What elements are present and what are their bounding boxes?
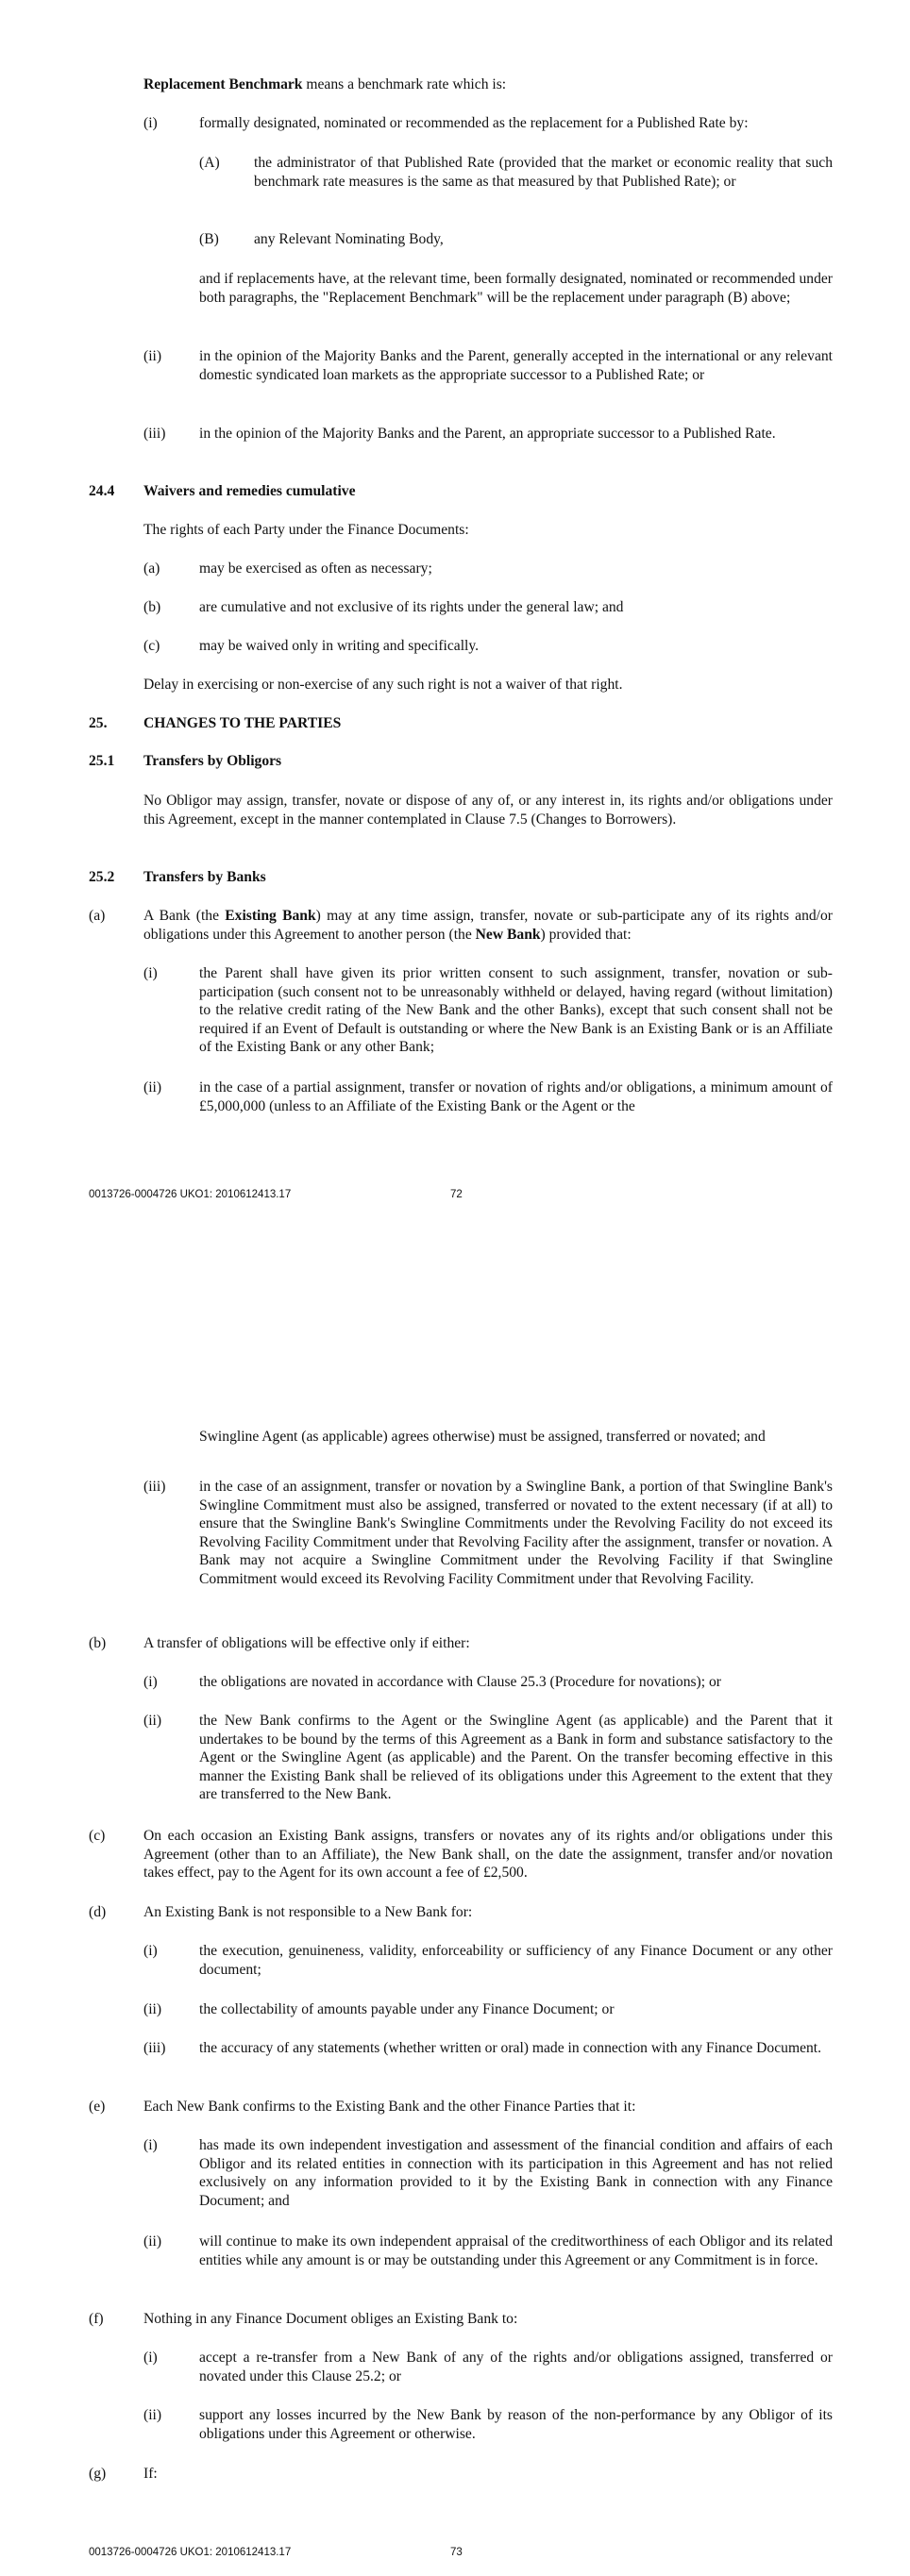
paragraph: No Obligor may assign, transfer, novate or dispose of any of, or any interest in, its rights and/or obligations under this Agreement, except in the manner contemplated in Clause 7.5 (Changes to Borrowers). [143, 793, 833, 828]
item-number: (i) [143, 1943, 158, 1959]
item-number: (i) [143, 965, 158, 981]
item-number: (i) [143, 115, 158, 131]
item-text: the accuracy of any statements (whether written or oral) made in connection with any Finance Document. [199, 2040, 822, 2056]
item-text: the obligations are novated in accordance with Clause 25.3 (Procedure for novations); or [199, 1674, 721, 1690]
item-text: the execution, genuineness, validity, enforceability or sufficiency of any Finance Document or any other document; [199, 1943, 833, 1978]
item-text: A transfer of obligations will be effective only if either: [143, 1635, 470, 1651]
item-number: (c) [143, 638, 160, 654]
paragraph: The rights of each Party under the Finance Documents: [143, 522, 469, 538]
item-text: On each occasion an Existing Bank assigns, transfers or novates any of its rights and/or obligations under this Agreement (other than to an Affiliate), the New Bank shall, on the date the assignment, transfer and/or novation takes effect, pay to the Agent for its own account a fee of £2,500. [143, 1828, 833, 1881]
item-number: (iii) [143, 1479, 166, 1495]
page-number: 73 [450, 2547, 463, 2558]
item-text: may be exercised as often as necessary; [199, 560, 432, 577]
item-text: Nothing in any Finance Document obliges an Existing Bank to: [143, 2311, 518, 2327]
item-text: the Parent shall have given its prior written consent to such assignment, transfer, novation or sub-participation (such consent not to be unreasonably withheld or delayed, having regard (without limitation) to the relative credit rating of the New Bank and the other Banks), except that such consent shall not be required if an Event of Default is outstanding or where the New Bank is an Existing Bank or is an Affiliate of the Existing Bank or any other Bank; [199, 965, 833, 1055]
item-number: (ii) [143, 2233, 162, 2250]
page-72 [0, 0, 910, 1255]
item-number: (d) [89, 1904, 107, 1920]
defined-term: Existing Bank [225, 908, 316, 924]
paragraph: Delay in exercising or non-exercise of any such right is not a waiver of that right. [143, 677, 623, 693]
item-number: (i) [143, 2137, 158, 2153]
definition-replacement-benchmark [143, 75, 833, 94]
item-number: (e) [89, 2099, 106, 2115]
item-number: (ii) [143, 1713, 162, 1729]
defined-term: Replacement Benchmark [143, 76, 303, 92]
section-number: 25.2 [89, 869, 115, 885]
item-text [143, 907, 833, 944]
item-text: accept a re-transfer from a New Bank of any of the rights and/or obligations assigned, transferred or novated under this Clause 25.2; or [199, 2350, 833, 2384]
item-text: in the case of a partial assignment, transfer or novation of rights and/or obligations, a minimum amount of £5,000,000 (unless to an Affiliate of the Existing Bank or the Agent or the [199, 1079, 833, 1114]
item-text: An Existing Bank is not responsible to a New Bank for: [143, 1904, 473, 1920]
item-number: (ii) [143, 1079, 162, 1096]
item-text: in the case of an assignment, transfer or novation by a Swingline Bank, a portion of that Swingline Bank's Swingline Commitment must also be assigned, transferred or novated to the extent necessary (if at all) to ensure that the Swingline Bank's Swingline Commitments under the Revolving Facility do not exceed its Revolving Facility Commitment under that Revolving Facility after the assignment, transfer or novation. A Bank may not acquire a Swingline Commitment under the Revolving Facility if that Swingline Commitment would exceed its Revolving Facility Commitment under that Revolving Facility. [199, 1479, 833, 1587]
item-text: will continue to make its own independent appraisal of the creditworthiness of each Obligor and its related entities while any amount is or may be outstanding under this Agreement or any Commitment is in force. [199, 2233, 833, 2268]
item-number: (a) [143, 560, 160, 577]
section-number: 25.1 [89, 753, 115, 769]
item-text: support any losses incurred by the New Bank by reason of the non-performance by any Obligor of its obligations under this Agreement or otherwise. [199, 2407, 833, 2442]
item-text: the New Bank confirms to the Agent or the Swingline Agent (as applicable) and the Parent that it undertakes to be bound by the terms of this Agreement as a Bank in form and substance satisfactory to the Agent or the Swingline Agent (as applicable) and the Parent. On the transfer becoming effective in this manner the Existing Bank shall be relieved of its obligations under this Agreement to the extent that they are transferred to the New Bank. [199, 1713, 833, 1802]
item-number: (f) [89, 2311, 104, 2327]
item-text: are cumulative and not exclusive of its rights under the general law; and [199, 599, 624, 615]
paragraph: and if replacements have, at the relevant time, been formally designated, nominated or recommended under both paragraphs, the "Replacement Benchmark" will be the replacement under paragraph (B) above; [199, 271, 833, 306]
item-number: (A) [199, 155, 220, 171]
item-text: formally designated, nominated or recommended as the replacement for a Published Rate by: [199, 115, 749, 131]
item-text: If: [143, 2466, 158, 2482]
text-run: A Bank (the [143, 908, 226, 924]
item-number: (c) [89, 1828, 106, 1844]
item-number: (g) [89, 2466, 107, 2482]
text-run: ) provided that: [540, 926, 632, 943]
page-73 [0, 1255, 910, 2576]
defined-term: New Bank [475, 926, 541, 943]
definition-text: means a benchmark rate which is: [302, 76, 507, 92]
item-number: (a) [89, 908, 106, 924]
item-number: (ii) [143, 2407, 162, 2423]
item-number: (b) [143, 599, 161, 615]
footer-reference: 0013726-0004726 UKO1: 2010612413.17 [89, 1189, 292, 1200]
item-number: (ii) [143, 2001, 162, 2017]
item-number: (i) [143, 1674, 158, 1690]
item-text: the administrator of that Published Rate (provided that the market or economic reality that such benchmark rate measures is the same as that measured by that Published Rate); or [254, 155, 833, 190]
paragraph-continuation: Swingline Agent (as applicable) agrees otherwise) must be assigned, transferred or novated; and [199, 1429, 766, 1445]
item-text: in the opinion of the Majority Banks and the Parent, generally accepted in the international or any relevant domestic syndicated loan markets as the appropriate successor to a Published Rate; or [199, 348, 833, 383]
page-number: 72 [450, 1189, 463, 1200]
section-heading: Transfers by Obligors [143, 753, 282, 769]
footer-reference: 0013726-0004726 UKO1: 2010612413.17 [89, 2547, 292, 2558]
item-text: Each New Bank confirms to the Existing Bank and the other Finance Parties that it: [143, 2099, 636, 2115]
item-text: has made its own independent investigation and assessment of the financial condition and affairs of each Obligor and its related entities in connection with its participation in this Agreement and has not relied exclusively on any information provided to it by the Existing Bank in connection with any Finance Document; and [199, 2137, 833, 2209]
item-text: any Relevant Nominating Body, [254, 231, 444, 247]
item-number: (iii) [143, 2040, 166, 2056]
item-number: (b) [89, 1635, 107, 1651]
section-number: 24.4 [89, 483, 115, 499]
item-text: in the opinion of the Majority Banks and the Parent, an appropriate successor to a Published Rate. [199, 426, 776, 442]
item-number: (B) [199, 231, 219, 247]
item-number: (ii) [143, 348, 162, 364]
item-text: may be waived only in writing and specifically. [199, 638, 480, 654]
item-number: (iii) [143, 426, 166, 442]
section-heading: Waivers and remedies cumulative [143, 483, 356, 499]
text-run: ) may at any time assign, transfer, novate or sub-participate any of its rights and/or obligations under this Agreement to another person (the [143, 908, 833, 943]
section-number: 25. [89, 715, 108, 731]
item-number: (i) [143, 2350, 158, 2366]
item-text: the collectability of amounts payable under any Finance Document; or [199, 2001, 615, 2017]
section-heading: Transfers by Banks [143, 869, 266, 885]
section-heading: CHANGES TO THE PARTIES [143, 715, 342, 731]
